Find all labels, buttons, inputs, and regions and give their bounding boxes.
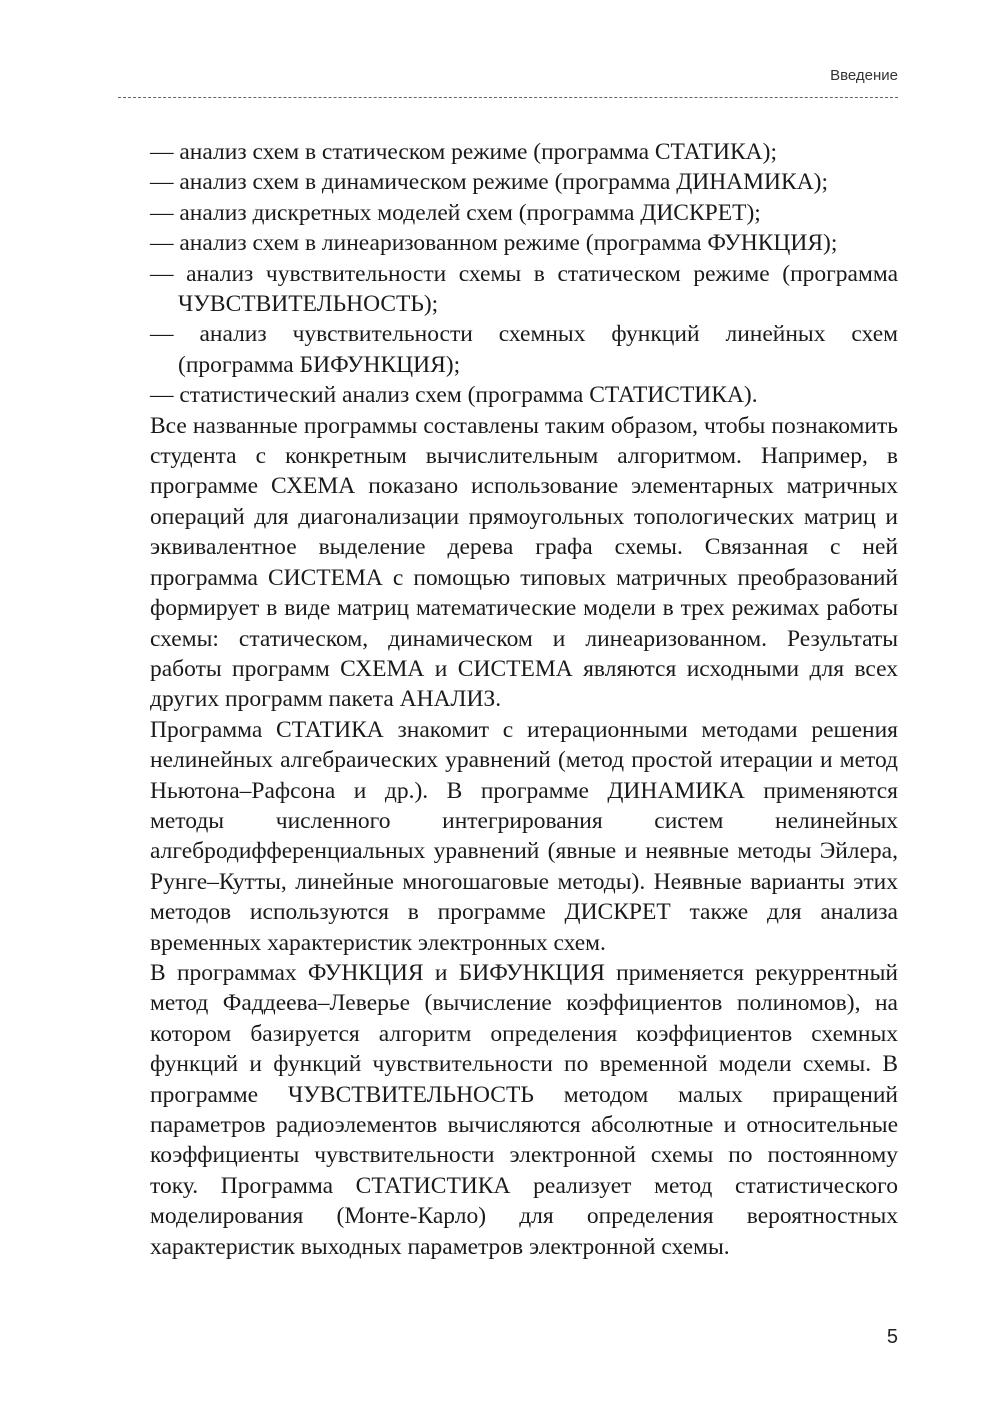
- running-header-title: Введение: [830, 67, 898, 84]
- body-paragraph: Все названные программы составлены таким образом, чтобы познакомить студента с конкретным вычислительным алгоритмом. Например, в программе СХЕМА показано использование элементарных матричных операций для диагонализации прямоугольных топологических матриц и эквивалентное выделение дерева графа схемы. Связанная с ней программа СИСТЕМА с помощью типовых матричных преобразований формирует в виде матриц математические модели в трех режимах работы схемы: статическом, динамическом и линеаризованном. Результаты работы программ СХЕМА и СИСТЕМА являются исходными для всех других программ пакета АНАЛИЗ.: [150, 412, 898, 713]
- body-paragraph: Программа СТАТИКА знакомит с итерационными методами решения нелинейных алгебраических уравнений (метод простой итерации и метод Ньютона–Рафсона и др.). В программе ДИНАМИКА применяются методы численного интегрирования систем нелинейных алгебродифференциальных уравнений (явные и неявные методы Эйлера, Рунге–Кутты, линейные многошаговые методы). Неявные варианты этих методов используются в программе ДИСКРЕТ также для анализа временных характеристик электронных схем.: [150, 716, 898, 956]
- program-list: [150, 137, 898, 411]
- page-number: 5: [886, 1326, 898, 1348]
- list-item: — статистический анализ схем (программа СТАТИСТИКА).: [150, 382, 758, 409]
- list-item: — анализ схем в статическом режиме (программа СТАТИКА);: [150, 139, 777, 165]
- page-body: [150, 137, 898, 1262]
- list-item: — анализ чувствительности схемы в статическом режиме (программа ЧУВСТВИТЕЛЬНОСТЬ);: [150, 260, 898, 318]
- list-item: — анализ дискретных моделей схем (программа ДИСКРЕТ);: [150, 199, 761, 226]
- body-paragraph: В программах ФУНКЦИЯ и БИФУНКЦИЯ применяется рекуррентный метод Фаддеева–Леверье (вычисление коэффициентов полиномов), на котором базируется алгоритм определения коэффициентов схемных функций и функций чувствительности по временной модели схемы. В программе ЧУВСТВИТЕЛЬНОСТЬ методом малых приращений параметров радиоэлементов вычисляются абсолютные и относительные коэффициенты чувствительности электронной схемы по постоянному току. Программа СТАТИСТИКА реализует метод статистического моделирования (Монте-Карло) для определения вероятностных характеристик выходных параметров электронной схемы.: [150, 959, 898, 1260]
- header-divider: [118, 97, 898, 98]
- list-item: — анализ схем в динамическом режиме (программа ДИНАМИКА);: [150, 169, 829, 196]
- list-item: — анализ чувствительности схемных функций линейных схем (программа БИФУНКЦИЯ);: [150, 321, 898, 378]
- list-item: — анализ схем в линеаризованном режиме (программа ФУНКЦИЯ);: [150, 230, 838, 257]
